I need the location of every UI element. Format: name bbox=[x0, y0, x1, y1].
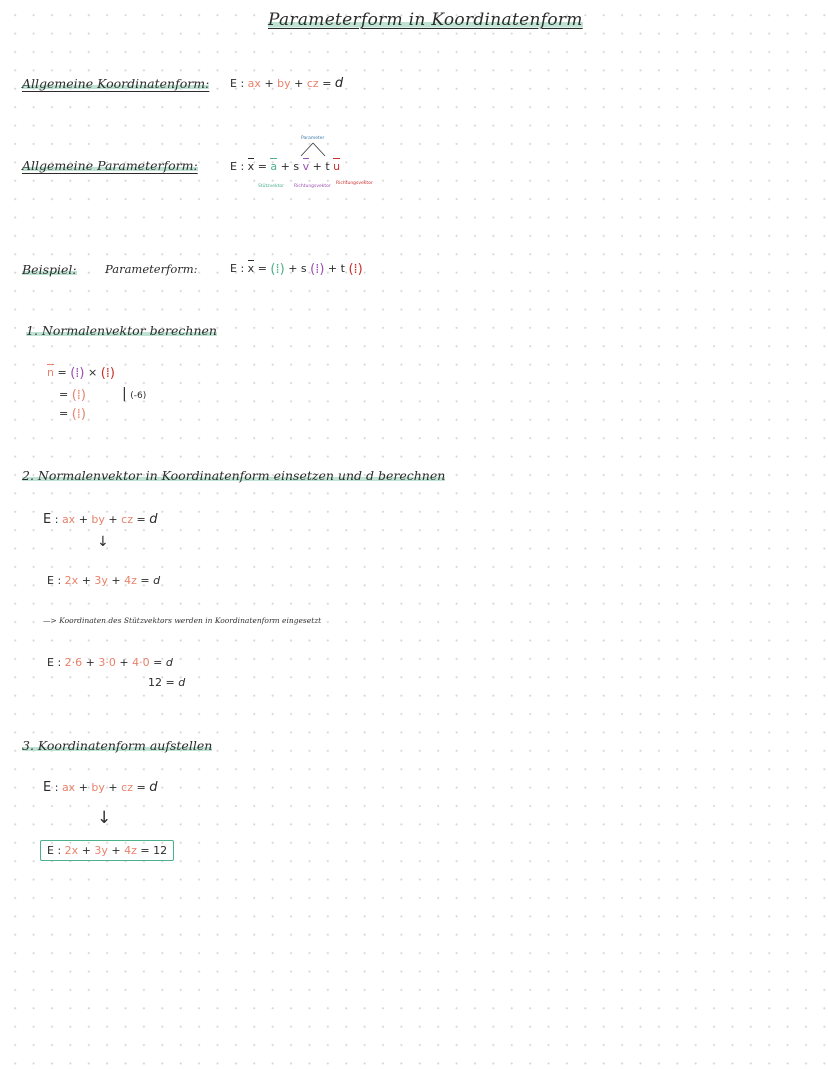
term-c: cz bbox=[121, 513, 133, 526]
term-a: ax bbox=[61, 513, 76, 526]
plus: + bbox=[108, 513, 118, 526]
vector-x: x bbox=[247, 160, 255, 173]
support-vector: (⁞) bbox=[270, 261, 285, 277]
term-b: by bbox=[91, 781, 105, 794]
term-b: by bbox=[91, 513, 105, 526]
equals: = bbox=[59, 407, 69, 420]
term-a: 2·6 bbox=[64, 656, 83, 669]
term-d: d bbox=[178, 676, 186, 689]
plane-symbol: E bbox=[47, 656, 54, 669]
plane-symbol: E bbox=[47, 844, 54, 857]
plus: + bbox=[327, 262, 338, 275]
colon: : bbox=[240, 262, 245, 275]
plus: + bbox=[294, 77, 304, 90]
label-parameter: Parameter bbox=[301, 136, 325, 141]
term-a: ax bbox=[61, 781, 76, 794]
equals: = bbox=[136, 781, 146, 794]
step2-equation-general bbox=[43, 512, 157, 527]
parameter-form-label: Parameterform: bbox=[105, 262, 198, 276]
direction-vector-1: (⁞) bbox=[310, 261, 325, 277]
normal-vector-n: n bbox=[47, 366, 54, 379]
equals: = bbox=[165, 676, 175, 689]
d-value: 12 bbox=[148, 676, 162, 689]
term-d: d bbox=[153, 574, 161, 587]
term-b: by bbox=[277, 77, 291, 90]
plane-symbol: E bbox=[230, 77, 237, 90]
cross-vector-1: (⁞) bbox=[70, 365, 85, 381]
label-stuetzvektor: Stützvektor bbox=[258, 184, 285, 189]
term-a: 2x bbox=[64, 574, 79, 587]
plus: + bbox=[81, 844, 91, 857]
plus: + bbox=[111, 574, 121, 587]
plane-symbol: E bbox=[43, 512, 52, 527]
param-t: t bbox=[340, 262, 345, 275]
term-c: 4·0 bbox=[132, 656, 150, 669]
term-d: d bbox=[165, 656, 173, 669]
down-arrow-icon: ↓ bbox=[97, 534, 109, 550]
plane-symbol: E bbox=[47, 574, 54, 587]
example-label: Beispiel: bbox=[22, 262, 77, 277]
vector-v: v bbox=[302, 160, 310, 173]
plus: + bbox=[119, 656, 129, 669]
equals: = bbox=[257, 262, 267, 275]
normal-vector-result-2: (⁞) bbox=[71, 406, 86, 422]
step1-heading: 1. Normalenvektor berechnen bbox=[26, 323, 217, 338]
plus: + bbox=[108, 781, 118, 794]
parameter-arrows bbox=[296, 141, 330, 159]
vector-x: x bbox=[247, 262, 255, 275]
step3-heading: 3. Koordinatenform aufstellen bbox=[22, 738, 213, 753]
plus: + bbox=[111, 844, 121, 857]
scale-note bbox=[122, 386, 146, 402]
plus: + bbox=[264, 77, 274, 90]
colon: : bbox=[240, 160, 245, 173]
param-t: t bbox=[325, 160, 330, 173]
colon: : bbox=[57, 844, 62, 857]
plus: + bbox=[81, 574, 91, 587]
colon: : bbox=[240, 77, 245, 90]
param-s: s bbox=[293, 160, 300, 173]
plus: + bbox=[312, 160, 322, 173]
equals: = bbox=[153, 656, 163, 669]
plus: + bbox=[288, 262, 298, 275]
param-s: s bbox=[300, 262, 307, 275]
plane-symbol: E bbox=[43, 780, 52, 795]
down-arrow-icon: ↓ bbox=[97, 808, 112, 828]
term-b: 3·0 bbox=[98, 656, 116, 669]
colon: : bbox=[57, 574, 62, 587]
label-richtungsvektor-1: Richtungsvektor bbox=[294, 184, 331, 189]
term-d: d bbox=[334, 76, 344, 91]
equals: = bbox=[59, 388, 69, 401]
term-a: ax bbox=[247, 77, 261, 90]
term-d: d bbox=[149, 780, 158, 795]
general-coordinate-form-equation bbox=[230, 76, 343, 91]
label-richtungsvektor-2: Richtungsvektor bbox=[336, 181, 373, 186]
example-equation bbox=[230, 262, 363, 276]
cross-vector-2: (⁞) bbox=[100, 365, 115, 381]
direction-vector-2: (⁞) bbox=[348, 261, 363, 277]
term-a: 2x bbox=[64, 844, 79, 857]
plus: + bbox=[78, 513, 88, 526]
normal-vector-line2 bbox=[59, 388, 86, 402]
normal-vector-line3 bbox=[59, 407, 86, 421]
scale-factor: (-6) bbox=[130, 391, 147, 401]
step2-equation-values bbox=[47, 656, 173, 669]
d-value: 12 bbox=[153, 844, 168, 857]
colon: : bbox=[57, 656, 62, 669]
page-title: Parameterform in Koordinatenform bbox=[268, 10, 583, 30]
term-c: cz bbox=[306, 77, 319, 90]
plus: + bbox=[85, 656, 95, 669]
term-b: 3y bbox=[94, 574, 108, 587]
term-d: d bbox=[149, 512, 158, 527]
general-parameter-form-label: Allgemeine Parameterform: bbox=[22, 158, 198, 173]
equals: = bbox=[140, 844, 150, 857]
vector-u: u bbox=[333, 160, 341, 173]
normal-vector-line1 bbox=[47, 366, 115, 380]
normal-vector-result-1: (⁞) bbox=[71, 387, 86, 403]
colon: : bbox=[54, 513, 59, 526]
equals: = bbox=[322, 77, 332, 90]
scale-bar: | bbox=[122, 386, 127, 402]
plus: + bbox=[78, 781, 88, 794]
step2-heading: 2. Normalenvektor in Koordinatenform einsetzen und d berechnen bbox=[22, 468, 446, 483]
term-c: cz bbox=[121, 781, 133, 794]
plane-symbol: E bbox=[230, 160, 237, 173]
step2-equation-substituted bbox=[47, 574, 160, 587]
support-vector-hint: —> Koordinaten des Stützvektors werden in Koordinatenform eingesetzt bbox=[43, 616, 322, 625]
equals: = bbox=[140, 574, 150, 587]
equals: = bbox=[257, 160, 267, 173]
term-c: 4z bbox=[124, 574, 137, 587]
result-box bbox=[40, 840, 174, 861]
general-parameter-form-equation bbox=[230, 160, 340, 173]
equals: = bbox=[136, 513, 146, 526]
term-c: 4z bbox=[124, 844, 137, 857]
plane-symbol: E bbox=[230, 262, 237, 275]
general-coordinate-form-label: Allgemeine Koordinatenform: bbox=[22, 76, 210, 91]
colon: : bbox=[54, 781, 59, 794]
cross-symbol: × bbox=[87, 366, 98, 379]
step3-equation-general bbox=[43, 780, 157, 795]
term-b: 3y bbox=[94, 844, 108, 857]
equals: = bbox=[57, 366, 67, 379]
plus: + bbox=[280, 160, 290, 173]
vector-a: a bbox=[270, 160, 278, 173]
step2-result bbox=[148, 676, 185, 689]
